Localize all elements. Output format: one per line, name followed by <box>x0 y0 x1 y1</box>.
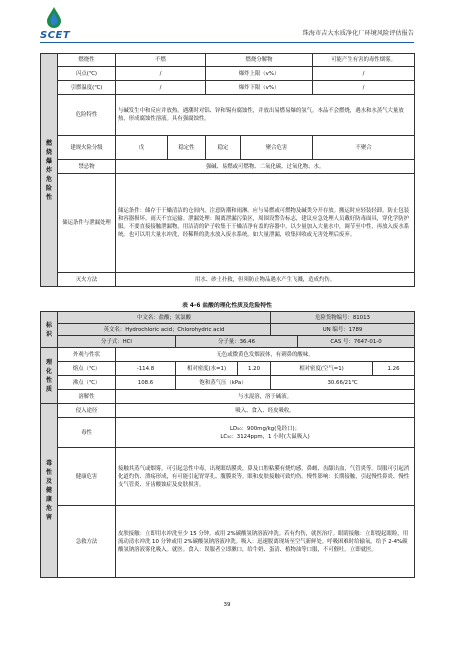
cell-label: 健康危害 <box>58 448 116 506</box>
tox-section-label: 毒性及健康危害 <box>41 404 58 578</box>
cn-name: 中文名：盐酸；氢氯酸 <box>58 312 271 324</box>
cell-value: 与水混溶，溶于碱液。 <box>116 390 415 404</box>
cell-value: 皮肤接触：立即用水冲洗至少 15 分钟。或用 2%碳酸氢钠溶液冲洗。若有灼伤，就医治疗。眼睛接触：立即提起眼睑，用流动清水冲洗 10 分钟或用 2%碳酸氢钠溶液冲洗。吸入：迅速脱离现场至空气新鲜处。呼吸困难时给输氧。给予 2-4%碳酸氢钠溶液雾化吸入。就医。食入：误服者立即漱口，给牛奶、蛋清、植物油等口服，不可催吐。立即就医。 <box>116 506 415 578</box>
cell-value: / <box>313 67 415 81</box>
formula: 分子式：HCl <box>58 336 176 348</box>
en-name: 英文名：Hydrochloric acid；Chlorohydric acid <box>58 324 271 336</box>
cell-label: 爆炸下限（v%） <box>206 81 313 95</box>
toxicity-values <box>116 418 415 448</box>
cell-label: 熔点（℃） <box>58 362 116 376</box>
cell-value: / <box>116 81 206 95</box>
cell-value: 可能产生有害的毒性烟雾。 <box>313 54 415 67</box>
cell-label: 毒性 <box>58 418 116 448</box>
cell-label: 建规火险分级 <box>58 136 116 160</box>
cell-label: 稳定性 <box>168 136 206 160</box>
cell-value: / <box>313 81 415 95</box>
cell-value: 1.26 <box>373 362 415 376</box>
cell-label: 相对密度(水=1) <box>176 362 238 376</box>
header-divider <box>40 42 414 43</box>
logo-text: SCET <box>40 30 71 41</box>
cell-value: 1.20 <box>238 362 271 376</box>
cell-label: 引燃温度(℃) <box>58 81 116 95</box>
cas-no: CAS 号：7647-01-0 <box>298 336 415 348</box>
cell-value: -114.8 <box>116 362 176 376</box>
cell-label: 急救方法 <box>58 506 116 578</box>
cell-label: 燃烧分解物 <box>206 54 313 67</box>
report-title: 珠海市吉大水质净化厂环境风险评估报告 <box>302 30 414 37</box>
cell-value: 108.6 <box>116 376 176 390</box>
cell-value: 戊 <box>116 136 168 160</box>
table-caption: 表 4-6 盐酸的理化性质及危险特性 <box>182 303 272 309</box>
cell-label: 聚合危害 <box>241 136 313 160</box>
hcl-properties-table <box>40 311 415 578</box>
cell-value: 不燃 <box>116 54 206 67</box>
cell-value: 强碱、易燃或可燃物、二氧化碳、过氧化物、水。 <box>116 160 415 174</box>
fire-hazard-table <box>40 53 415 287</box>
cell-value: 用水、砂土扑救，但须防止物品遇水产生飞溅，造成灼伤。 <box>116 273 415 287</box>
scet-logo-icon <box>44 6 64 30</box>
cell-value: 无色或微黄色发烟液体，有刺鼻的酸味。 <box>116 348 415 362</box>
cell-value: 接触其蒸气或烟雾，可引起急性中毒，出现眼结膜炎，鼻及口腔粘膜有烧灼感，鼻衄、齿龈出血，气管炎等。误服可引起消化道灼伤、溃疡形成，有可能引起胃穿孔、腹膜炎等。眼和皮肤接触可致灼伤。慢性影响：长期接触，引起慢性鼻炎、慢性支气管炎、牙齿酸蚀症及皮肤损害。 <box>116 448 415 506</box>
molecular-weight: 分子量：36.46 <box>176 336 298 348</box>
cell-value: 储运条件：储存于干燥清洁的仓间内，注意防潮和雨淋。应与易燃或可燃物及碱类分开存放。搬运时应轻装轻卸，防止包装和容器损坏。雨天不宜运输。泄漏处理：隔离泄漏污染区，周围设警告标志，建议应急处理人员戴好防毒面具，穿化学防护服。不要直接接触泄漏物，用洁清的铲子收集于干燥洁净有盖的容器中，以少量加入大量水中，调节至中性，再放入废水系统。也可以用大量水冲洗，经稀释的洗水放入废水系统。如大量泄漏，收集回收或无害处理后废弃。 <box>116 174 415 273</box>
cell-value: 稳定 <box>206 136 241 160</box>
cell-label: 禁忌物 <box>58 160 116 174</box>
cell-value: 30.66/21℃ <box>271 376 415 390</box>
cell-label: 相对密度(空气=1) <box>271 362 373 376</box>
cell-label: 外观与性状 <box>58 348 116 362</box>
cell-label: 沸点（℃） <box>58 376 116 390</box>
id-section-label: 标识 <box>41 312 58 348</box>
un-no: UN 编号：1789 <box>271 324 415 336</box>
page-header <box>40 6 414 42</box>
cell-value: 与碱发生中和反应并放热。遇潮时对铝、锌和锡有腐蚀性，并放出易燃易爆的氢气。本品不会燃烧，遇水和水蒸气大量放热，形成腐蚀性溶液。具有强腐蚀性。 <box>116 95 415 136</box>
cell-value: / <box>116 67 206 81</box>
fire-hazard-section-label: 燃烧爆炸危险性 <box>41 54 58 287</box>
cell-label: 爆炸上限（v%） <box>206 67 313 81</box>
danger-no: 危险货物编号：81013 <box>271 312 415 324</box>
lc50: LC₅₀：3124ppm，1 小时(大鼠吸入) <box>220 433 310 440</box>
cell-value: 吸入、食入、经皮吸收。 <box>116 404 415 418</box>
cell-value: 不聚合 <box>313 136 415 160</box>
cell-label: 溶解性 <box>58 390 116 404</box>
cell-label: 储运条件与泄漏处理 <box>58 174 116 273</box>
cell-label: 饱和蒸气压（kPa） <box>176 376 271 390</box>
cell-label: 侵入途径 <box>58 404 116 418</box>
ld50: LD₅₀：900mg/kg(兔经口)； <box>230 425 300 432</box>
phys-section-label: 理化性质 <box>41 348 58 404</box>
cell-label: 危险特性 <box>58 95 116 136</box>
cell-label: 闪点(℃) <box>58 67 116 81</box>
cell-label: 灭火方法 <box>58 273 116 287</box>
page-number: 39 <box>223 602 231 608</box>
cell-label: 燃烧性 <box>58 54 116 67</box>
